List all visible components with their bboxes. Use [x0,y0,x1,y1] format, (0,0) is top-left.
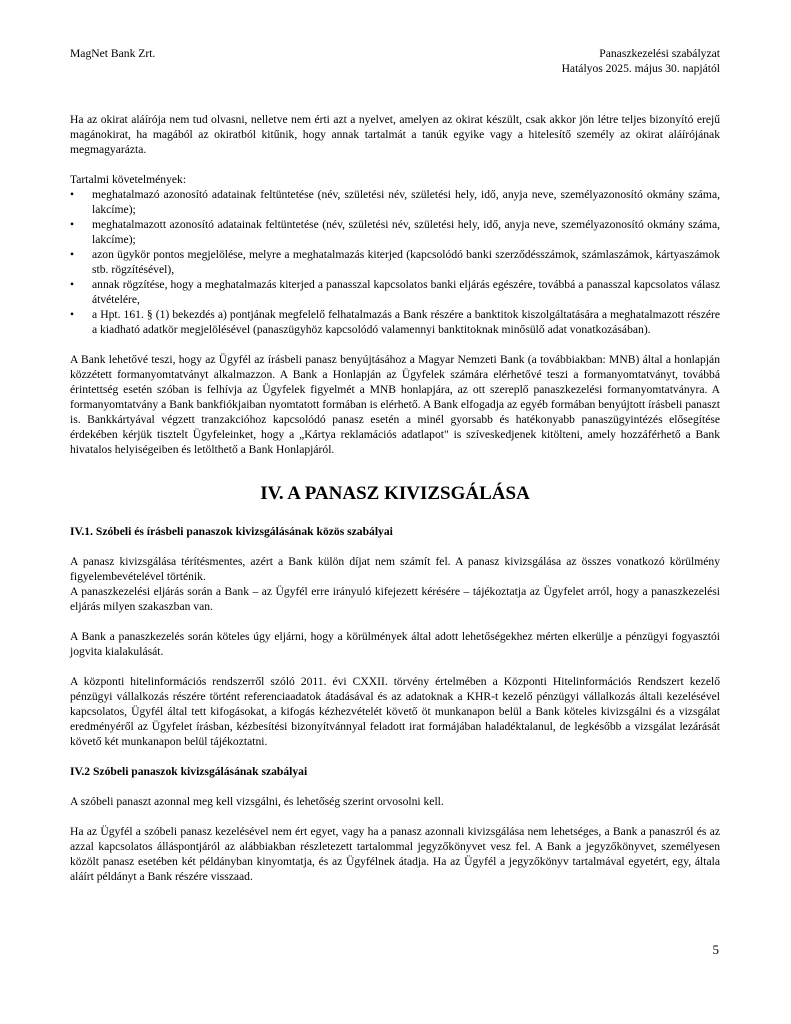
paragraph: A központi hitelinformációs rendszerről szóló 2011. évi CXXII. törvény értelmében a Központi Hitelinformációs Rendszert kezelő pénzügyi vállalkozás részére történt referenciaadatok átadásával és az adatoknak a KHR-t kezelő pénzügyi vállalkozás általi kezelésével kapcsolatos, Ügyfél által tett kifogásokat, a kifogás kézhezvételét követő öt munkanapon belül a Bank köteles kivizsgálni és a vizsgálat eredményéről az Ügyfelet írásban, kézbesítési bizonyítvánnyal feladott irat formájában haladéktalanul, de legkésőbb a vizsgálat lezárását követő két munkanapon belül tájékoztatni. [70,675,720,748]
requirements-title: Tartalmi követelmények: [70,173,187,186]
header-document-info [562,46,720,76]
list-item: • meghatalmazott azonosító adatainak feltüntetése (név, születési név, születési hely, idő, anyja neve, személyazonosító okmány száma, lakcíme); [70,217,720,247]
list-item: • meghatalmazó azonosító adatainak feltüntetése (név, születési név, születési hely, idő, anyja neve, személyazonosító okmány száma, lakcíme); [70,187,720,217]
paragraph: Ha az Ügyfél a szóbeli panasz kezelésével nem ért egyet, vagy ha a panasz azonnali kivizsgálása nem lehetséges, a Bank a panaszról és az azzal kapcsolatos álláspontjáról az alábbiakban részletezett tartalommal jegyzőkönyvet vesz fel. A Bank a jegyzőkönyvet, személyesen közölt panasz esetében két példányban kinyomtatja, és az Ügyfélnek átadja. Ha az Ügyfél a jegyzőkönyv tartalmával egyetért, egy, általa aláírt példányt a Bank részére visszaad. [70,825,720,883]
list-item: • annak rögzítése, hogy a meghatalmazás kiterjed a panasszal kapcsolatos banki eljárás egészére, továbbá a panasszal kapcsolatos válasz átvételére, [70,277,720,307]
paragraph: A szóbeli panaszt azonnal meg kell vizsgálni, és lehetőség szerint orvosolni kell. [70,795,444,808]
paragraph: A panasz kivizsgálása térítésmentes, azért a Bank külön díjat nem számít fel. A panasz kivizsgálása az összes vonatkozó körülmény figyelembevételével történik. [70,555,720,583]
intro-paragraph: Ha az okirat aláírója nem tud olvasni, nelletve nem érti azt a nyelvet, amelyen az okirat készült, csak akkor jön létre teljes bizonyító erejű magánokirat, ha magából az okiratból kitűnik, hogy annak tartalmát a tanúk egyike vagy a hitelesítő személy az okirat aláírójának megmagyarázta. [70,113,720,156]
header-document-title: Panaszkezelési szabályzat [599,47,720,60]
document-page [70,46,720,899]
subsection-title-iv2: IV.2 Szóbeli panaszok kivizsgálásának szabályai [70,765,308,778]
section-title: IV. A PANASZ KIVIZSGÁLÁSA [260,483,530,504]
requirements-list [70,187,720,337]
page-header [70,46,720,76]
paragraph: A panaszkezelési eljárás során a Bank – az Ügyfél erre irányuló kifejezett kérésére – tájékoztatja az Ügyfelet arról, hogy a panaszkezelési eljárás milyen szakaszban van. [70,585,720,613]
subsection-title-iv1: IV.1. Szóbeli és írásbeli panaszok kivizsgálásának közös szabályai [70,525,393,538]
mnb-paragraph: A Bank lehetővé teszi, hogy az Ügyfél az írásbeli panasz benyújtásához a Magyar Nemzeti Bank (a továbbiakban: MNB) által a honlapján közzétett formanyomtatványt alkalmazzon. A Bank a Honlapján az Ügyfelek számára elérhetővé teszi a formanyomtatványt, továbbá érintettség esetén szóban is felhívja az Ügyfelek figyelmét a MNB honlapjára, az ott szereplő panaszkezelési formanyomtatványra. A formanyomtatvány a Bank bankfiókjaiban nyomtatott formában is elérhető. A Bank elfogadja az egyéb formában benyújtott írásbeli panaszt is. Bankkártyával végzett tranzakcióhoz kapcsolódó panasz esetén a minél gyorsabb és hatékonyabb panaszügyintézés elősegítése érdekében kérjük tisztelt Ügyfeleinket, hogy a „Kártya reklamációs adatlapot" is szíveskedjenek kitölteni, amely hozzáférhető a Bank hivatalos helyiségeiben és letölthető a Bank Honlapjáról. [70,353,720,456]
header-effective-date: Hatályos 2025. május 30. napjától [561,62,720,75]
list-item: • a Hpt. 161. § (1) bekezdés a) pontjának megfelelő felhatalmazás a Bank részére a banktitok kiszolgáltatására a meghatalmazott részére a kiadható adatkör megjelölésével (panaszügyhöz kapcsolódó valamennyi banktitoknak minősülő adat vonatkozásában). [70,307,720,337]
header-company: MagNet Bank Zrt. [70,47,156,60]
paragraph: A Bank a panaszkezelés során köteles úgy eljárni, hogy a körülmények által adott lehetőségekhez mérten elkerülje a pénzügyi fogyasztói jogvita kialakulását. [70,630,720,658]
page-number: 5 [712,942,719,957]
list-item: • azon ügykör pontos megjelölése, melyre a meghatalmazás kiterjed (kapcsolódó banki szerződésszámok, számlaszámok, kártyaszámok stb. rögzítésével), [70,247,720,277]
